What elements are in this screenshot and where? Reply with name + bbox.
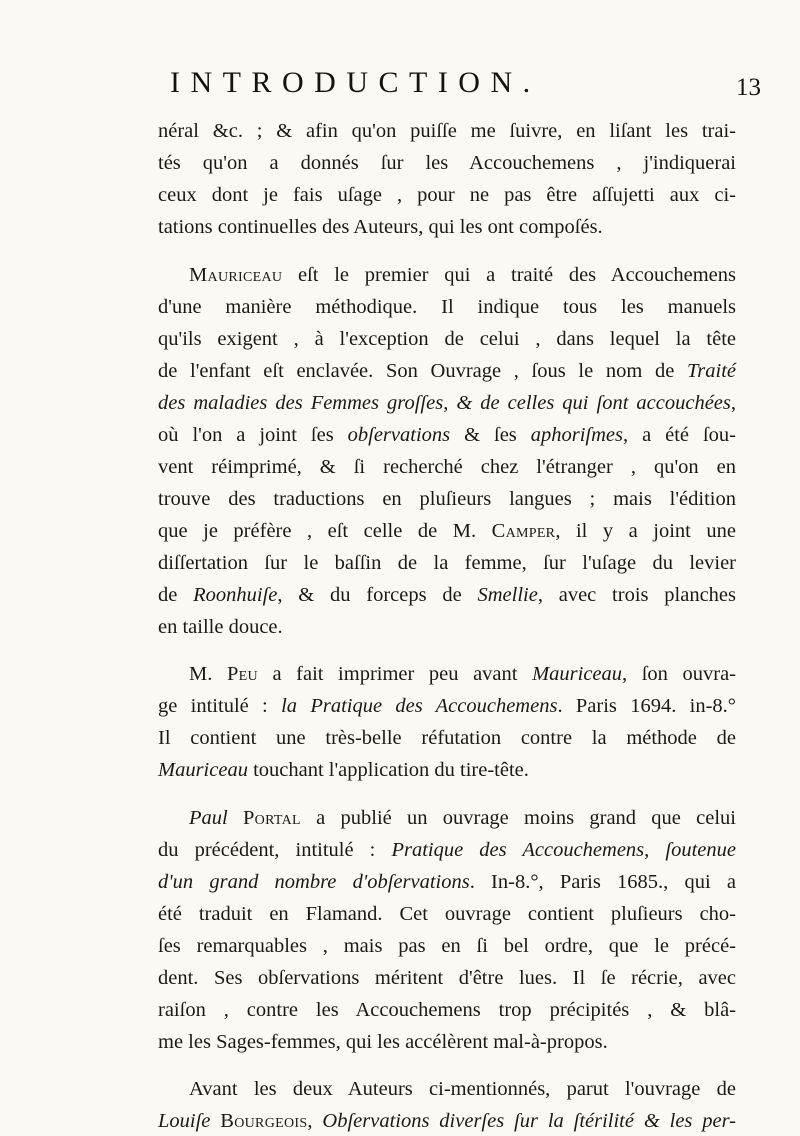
italic-title: obſervations <box>347 423 451 446</box>
text-segment: , a été ſou- <box>622 423 736 446</box>
italic-title: & de celles qui ſont accouchées <box>456 391 731 414</box>
italic-title: aphoriſmes <box>530 423 623 446</box>
text-line <box>189 1074 736 1104</box>
text-segment: M. <box>189 663 227 685</box>
italic-title: la Pratique des Accouchemens <box>281 695 558 717</box>
text-segment: , <box>730 391 736 414</box>
text-segment: été traduit en Flamand. Cet ouvrage contient pluſieurs cho- <box>158 902 736 925</box>
text-line <box>158 1106 736 1136</box>
text-segment: ge intitulé : <box>158 695 282 717</box>
text-line <box>158 723 736 753</box>
italic-title: Mauriceau <box>532 663 623 685</box>
text-segment: qu'ils exigent , à l'exception de celui , dans lequel la tête <box>158 327 736 350</box>
author-name: Peu <box>226 663 258 685</box>
text-segment: , ſon ouvra- <box>622 663 736 685</box>
author-name: Mauriceau <box>189 263 283 286</box>
text-line <box>158 180 736 210</box>
text-segment: néral &c. ; & afin qu'on puiſſe me ſuivre, en liſant les trai- <box>158 120 736 142</box>
text-segment: Avant les deux Auteurs ci-mentionnés, parut l'ouvrage de <box>189 1078 736 1100</box>
text-line <box>158 516 736 546</box>
text-segment: en taille douce. <box>158 615 283 638</box>
text-segment: me les Sages-femmes, qui les accélèrent mal-à-propos. <box>158 1030 608 1053</box>
italic-title: Obſervations diverſes ſur la ſtérilité & les per- <box>322 1110 737 1132</box>
italic-title: ſoutenue <box>665 838 736 861</box>
italic-title: Paul <box>189 806 228 829</box>
text-line <box>158 835 736 865</box>
author-name: Portal <box>242 806 301 829</box>
text-line <box>158 420 736 450</box>
italic-title: Louiſe <box>158 1110 211 1132</box>
text-segment: d'une manière méthodique. Il indique tous les manuels <box>158 295 736 318</box>
text-line <box>158 548 736 578</box>
text-segment: touchant l'application du tire-tête. <box>247 759 529 781</box>
text-segment: . In-8.°, Paris 1685., qui a <box>469 870 736 893</box>
text-line <box>158 388 736 418</box>
italic-title: Smellie <box>477 583 538 606</box>
text-segment: a publié un ouvrage moins grand que celui <box>300 806 736 829</box>
text-segment: tés qu'on a donnés ſur les Accouchemens , j'indiquerai <box>158 152 736 174</box>
text-line <box>189 260 736 290</box>
text-segment: , avec trois planches <box>537 583 736 606</box>
text-segment: eſt le premier qui a traité des Accouchemens <box>282 263 736 286</box>
text-line <box>158 995 736 1025</box>
text-line <box>189 803 736 833</box>
text-line <box>158 755 736 785</box>
text-segment: dent. Ses obſervations méritent d'être lues. Il ſe récrie, avec <box>158 966 736 989</box>
page-number: 13 <box>736 74 761 101</box>
text-segment: , <box>443 391 457 414</box>
text-line <box>158 452 736 482</box>
text-line <box>158 867 736 897</box>
text-line <box>158 963 736 993</box>
text-line <box>158 212 736 242</box>
text-segment: de l'enfant eſt enclavée. Son Ouvrage , ſous le nom de <box>158 359 687 382</box>
text-segment: que je préfère , eſt celle de M. <box>158 519 492 542</box>
text-segment: Il contient une très-belle réfutation contre la méthode de <box>158 727 736 749</box>
text-segment: trouve des traductions en pluſieurs langues ; mais l'édition <box>158 487 736 510</box>
text-line <box>158 691 736 721</box>
italic-title: Pratique des Accouchemens <box>391 838 645 861</box>
text-segment: diſſertation ſur le baſſin de la femme, ſur l'uſage du levier <box>158 551 736 574</box>
text-line <box>158 1027 736 1057</box>
text-segment: , <box>644 838 666 861</box>
text-segment: raiſon , contre les Accouchemens trop précipités , & blâ- <box>158 998 736 1021</box>
author-name: Camper <box>491 519 556 542</box>
text-line <box>189 659 736 689</box>
text-segment: tations continuelles des Auteurs, qui les ont compoſés. <box>158 216 603 238</box>
text-segment <box>228 807 243 829</box>
text-line <box>158 899 736 929</box>
text-segment <box>210 1110 220 1132</box>
italic-title: des maladies des Femmes groſſes <box>158 391 444 414</box>
text-segment: , & du forceps de <box>277 583 478 606</box>
text-segment: de <box>158 583 194 606</box>
text-line <box>158 931 736 961</box>
text-line <box>158 116 736 146</box>
text-segment: du précédent, intitulé : <box>158 838 392 861</box>
text-segment: , il y a joint une <box>555 519 736 542</box>
italic-title: Roonhuiſe <box>193 583 278 606</box>
text-segment: & ſes <box>450 423 531 446</box>
author-name: Bourgeois <box>220 1110 308 1132</box>
text-segment: a fait imprimer peu avant <box>257 663 533 685</box>
text-segment: ſes remarquables , mais pas en ſi bel ordre, que le précé- <box>158 934 736 957</box>
text-segment: où l'on a joint ſes <box>158 423 348 446</box>
text-line <box>158 612 736 642</box>
text-line <box>158 484 736 514</box>
text-line <box>158 292 736 322</box>
text-segment: vent réimprimé, & ſi recherché chez l'étranger , qu'on en <box>158 455 736 478</box>
text-segment: , <box>307 1110 323 1132</box>
running-title: INTRODUCTION. <box>170 66 541 99</box>
text-segment: ceux dont je fais uſage , pour ne pas être aſſujetti aux ci- <box>158 184 736 206</box>
text-line <box>158 580 736 610</box>
text-line <box>158 324 736 354</box>
text-line <box>158 356 736 386</box>
italic-title: Mauriceau <box>158 759 248 781</box>
text-line <box>158 148 736 178</box>
italic-title: Traité <box>687 359 736 382</box>
text-segment: . Paris 1694. in-8.° <box>557 695 736 717</box>
italic-title: d'un grand nombre d'obſervations <box>158 870 470 893</box>
